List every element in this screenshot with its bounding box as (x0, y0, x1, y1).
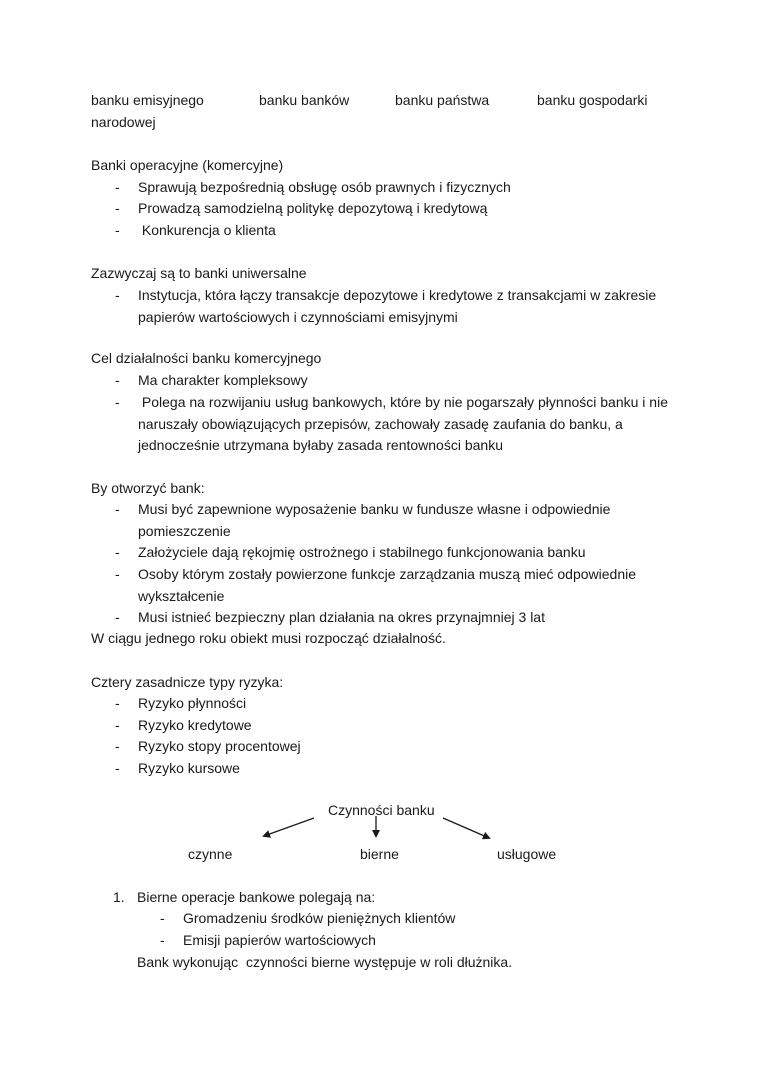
list-item-text: Gromadzeniu środków pieniężnych klientów (183, 910, 456, 926)
paragraph-text: W ciągu jednego roku obiekt musi rozpocząć działalność. (91, 630, 446, 646)
list-item (115, 198, 700, 220)
bullet-dash: - (115, 717, 120, 733)
header-col-3: banku państwa (395, 92, 490, 108)
header-col-2: banku banków (259, 92, 350, 108)
diagram-middle-label: bierne (360, 846, 399, 862)
bullet-dash: - (115, 738, 120, 754)
conclusion-text: Bank wykonując czynności bierne występuje w roli dłużnika. (137, 954, 513, 970)
bullet-dash: - (115, 372, 120, 388)
header-col-4: banku gospodarki (537, 92, 648, 108)
czynnosci-diagram (0, 798, 760, 868)
bullet-dash: - (115, 287, 120, 303)
list-item (115, 736, 700, 758)
diagram-left-label: czynne (188, 846, 233, 862)
list-item-text: Konkurencja o klienta (138, 222, 276, 238)
list-item-text: Polega na rozwijaniu usług bankowych, które by nie pogarszały płynności banku i nie naruszały obowiązujących przepisów, zachowały zasadę zaufania do banku, a jednocześnie utrzymana byłaby zasada rentowności banku (138, 394, 672, 453)
list-item-text: Ryzyko kursowe (138, 760, 240, 776)
list-item-text: Instytucja, która łączy transakcje depozytowe i kredytowe z transakcjami w zakresie papierów wartościowych i czynnościami emisyjnymi (138, 287, 657, 325)
sub-list-item (160, 908, 700, 930)
list-item-text: Ma charakter kompleksowy (138, 372, 308, 388)
numbered-item (113, 887, 700, 909)
list-item-text: Osoby którym zostały powierzone funkcje zarządzania muszą mieć odpowiednie wykształcenie (138, 566, 637, 604)
bullet-dash: - (115, 544, 120, 560)
list-item (115, 758, 700, 780)
bullet-dash: - (115, 179, 120, 195)
header-row (0, 90, 760, 112)
bullet-dash: - (115, 501, 120, 517)
bullet-dash: - (160, 910, 165, 926)
list-item-text: Ryzyko stopy procentowej (138, 738, 301, 754)
list-item (115, 715, 700, 737)
bullet-dash: - (160, 932, 165, 948)
section-heading-cel: Cel działalności banku komercyjnego (91, 350, 322, 366)
arrow-left (264, 818, 314, 836)
list-item (115, 285, 674, 328)
section-heading-operacyjne: Banki operacyjne (komercyjne) (91, 157, 284, 173)
list-item (115, 370, 700, 392)
bullet-dash: - (115, 200, 120, 216)
list-item-text: Prowadzą samodzielną politykę depozytową i kredytową (138, 200, 488, 216)
list-item (115, 499, 620, 542)
list-item (115, 542, 700, 564)
bullet-dash: - (115, 394, 120, 410)
bullet-dash: - (115, 760, 120, 776)
list-item-text: Musi być zapewnione wyposażenie banku w fundusze własne i odpowiednie pomieszczenie (138, 501, 611, 539)
list-number: 1. (113, 889, 125, 905)
diagram-right-label: usługowe (497, 846, 557, 862)
section-heading-ryzyka: Cztery zasadnicze typy ryzyka: (91, 674, 284, 690)
sub-list-item (160, 930, 700, 952)
arrow-right (443, 818, 489, 838)
list-item-text: Emisji papierów wartościowych (183, 932, 376, 948)
list-item (115, 220, 700, 242)
list-item (115, 177, 700, 199)
list-item-text: Sprawują bezpośrednią obsługę osób prawnych i fizycznych (138, 179, 511, 195)
numbered-item-text: Bierne operacje bankowe polegają na: (137, 889, 376, 905)
list-item (115, 607, 700, 629)
list-item (115, 392, 672, 457)
list-item-text: Musi istnieć bezpieczny plan działania na okres przynajmniej 3 lat (138, 609, 545, 625)
list-item (115, 693, 700, 715)
section-heading-otworzyc: By otworzyć bank: (91, 480, 205, 496)
bullet-dash: - (115, 609, 120, 625)
header-continuation: narodowej (91, 114, 156, 130)
bullet-dash: - (115, 695, 120, 711)
list-item-text: Założyciele dają rękojmię ostrożnego i stabilnego funkcjonowania banku (138, 544, 586, 560)
bullet-dash: - (115, 222, 120, 238)
header-col-1: banku emisyjnego (91, 92, 204, 108)
list-item-text: Ryzyko płynności (138, 695, 247, 711)
diagram-root-label: Czynności banku (328, 802, 435, 818)
bullet-dash: - (115, 566, 120, 582)
list-item-text: Ryzyko kredytowe (138, 717, 252, 733)
list-item (115, 564, 660, 607)
section-heading-uniwersalne: Zazwyczaj są to banki uniwersalne (91, 265, 307, 281)
